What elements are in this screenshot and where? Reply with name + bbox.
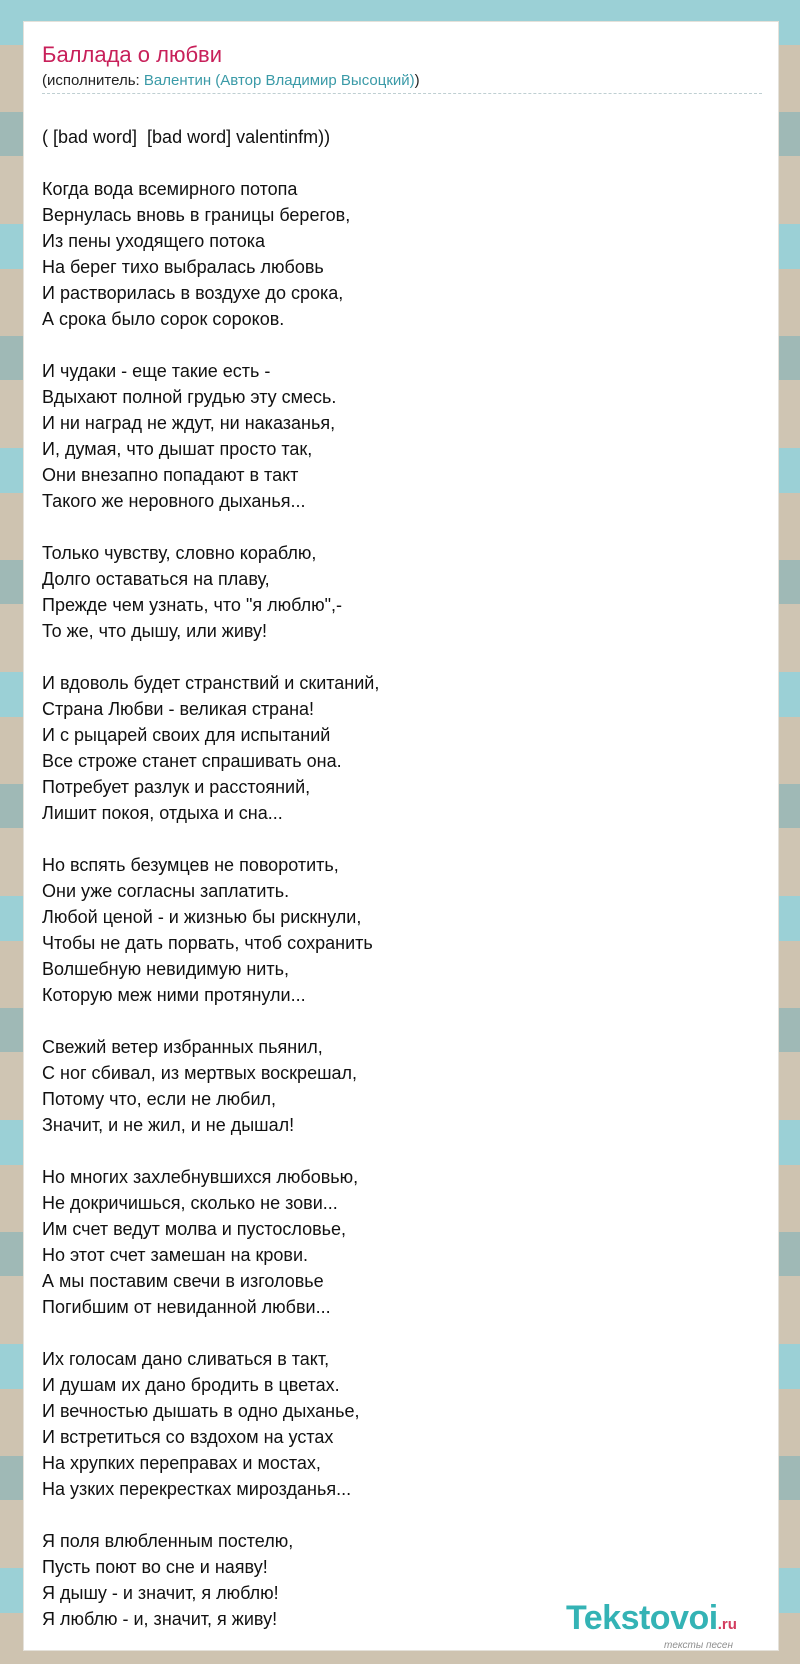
lyric-line: И, думая, что дышат просто так, <box>42 439 313 459</box>
lyric-line: Их голосам дано сливаться в такт, <box>42 1349 330 1369</box>
lyric-line: Они внезапно попадают в такт <box>42 465 299 485</box>
song-card <box>24 22 778 1650</box>
lyric-line: Из пены уходящего потока <box>42 231 265 251</box>
lyric-line: Долго оставаться на плаву, <box>42 569 270 589</box>
stanza-gap <box>42 644 379 670</box>
lyric-line: И встретиться со вздохом на устах <box>42 1427 334 1447</box>
lyric-line: Потребует разлук и расстояний, <box>42 777 311 797</box>
stanza-gap <box>42 150 379 176</box>
lyric-line: Когда вода всемирного потопа <box>42 179 298 199</box>
stanza-gap <box>42 1008 379 1034</box>
lyric-line: Я дышу - и значит, я люблю! <box>42 1583 279 1603</box>
lyric-line: Чтобы не дать порвать, чтоб сохранить <box>42 933 373 953</box>
stanza-gap <box>42 1320 379 1346</box>
performer-line <box>42 72 420 90</box>
stanza-gap <box>42 332 379 358</box>
lyric-line: На берег тихо выбралась любовь <box>42 257 324 277</box>
stanza-gap <box>42 1138 379 1164</box>
stanza-gap <box>42 514 379 540</box>
lyric-line: Прежде чем узнать, что "я люблю",- <box>42 595 342 615</box>
lyric-line: Но многих захлебнувшихся любовью, <box>42 1167 359 1187</box>
lyric-line: Я люблю - и, значит, я живу! <box>42 1609 278 1629</box>
lyric-line: ( [bad word] [bad word] valentinfm)) <box>42 127 331 147</box>
song-title: Баллада о любви <box>42 42 223 67</box>
lyric-line: Вернулась вновь в границы берегов, <box>42 205 351 225</box>
lyric-line: На узких перекрестках мирозданья... <box>42 1479 352 1499</box>
lyric-line: Значит, и не жил, и не дышал! <box>42 1115 295 1135</box>
stanza-gap <box>42 826 379 852</box>
logo-tld: .ru <box>717 1616 737 1633</box>
stanza-gap <box>42 1502 379 1528</box>
lyric-line: И с рыцарей своих для испытаний <box>42 725 331 745</box>
lyric-line: Не докричишься, сколько не зови... <box>42 1193 338 1213</box>
lyric-line: Они уже согласны заплатить. <box>42 881 290 901</box>
lyric-line: То же, что дышу, или живу! <box>42 621 268 641</box>
lyric-line: И вечностью дышать в одно дыханье, <box>42 1401 360 1421</box>
lyric-line: Но этот счет замешан на крови. <box>42 1245 309 1265</box>
header-divider <box>42 93 762 94</box>
lyric-line: Которую меж ними протянули... <box>42 985 306 1005</box>
performer-link[interactable]: Валентин (Автор Владимир Высоцкий) <box>143 72 415 89</box>
logo-name: Tekstovoi <box>566 1599 718 1637</box>
lyric-line: Волшебную невидимую нить, <box>42 959 289 979</box>
lyric-line: С ног сбивал, из мертвых воскрешал, <box>42 1063 358 1083</box>
lyric-line: Им счет ведут молва и пустословье, <box>42 1219 347 1239</box>
lyric-line: И ни наград не ждут, ни наказанья, <box>42 413 336 433</box>
lyric-line: И душам их дано бродить в цветах. <box>42 1375 340 1395</box>
lyric-line: Я поля влюбленным постелю, <box>42 1531 294 1551</box>
lyric-line: Свежий ветер избранных пьянил, <box>42 1037 323 1057</box>
lyric-line: Такого же неровного дыханья... <box>42 491 306 511</box>
lyrics-text <box>42 124 379 1632</box>
lyric-line: И растворилась в воздухе до срока, <box>42 283 344 303</box>
lyric-line: Все строже станет спрашивать она. <box>42 751 342 771</box>
lyric-line: И вдоволь будет странствий и скитаний, <box>42 673 380 693</box>
logo-tagline: тексты песен <box>664 1640 733 1651</box>
lyric-line: Только чувству, словно кораблю, <box>42 543 317 563</box>
lyric-line: Пусть поют во сне и наяву! <box>42 1557 268 1577</box>
lyric-line: Вдыхают полной грудью эту смесь. <box>42 387 337 407</box>
lyric-line: Погибшим от невиданной любви... <box>42 1297 331 1317</box>
lyric-line: Но вспять безумцев не поворотить, <box>42 855 339 875</box>
lyric-line: На хрупких переправах и мостах, <box>42 1453 321 1473</box>
lyric-line: И чудаки - еще такие есть - <box>42 361 271 381</box>
lyric-line: Страна Любви - великая страна! <box>42 699 315 719</box>
lyric-line: Любой ценой - и жизнью бы рискнули, <box>42 907 362 927</box>
lyric-line: А срока было сорок сороков. <box>42 309 285 329</box>
site-logo[interactable] <box>566 1600 737 1643</box>
performer-prefix: (исполнитель: <box>42 72 144 89</box>
lyric-line: Лишит покоя, отдыха и сна... <box>42 803 283 823</box>
lyric-line: Потому что, если не любил, <box>42 1089 277 1109</box>
lyric-line: А мы поставим свечи в изголовье <box>42 1271 324 1291</box>
performer-suffix: ) <box>414 72 420 89</box>
